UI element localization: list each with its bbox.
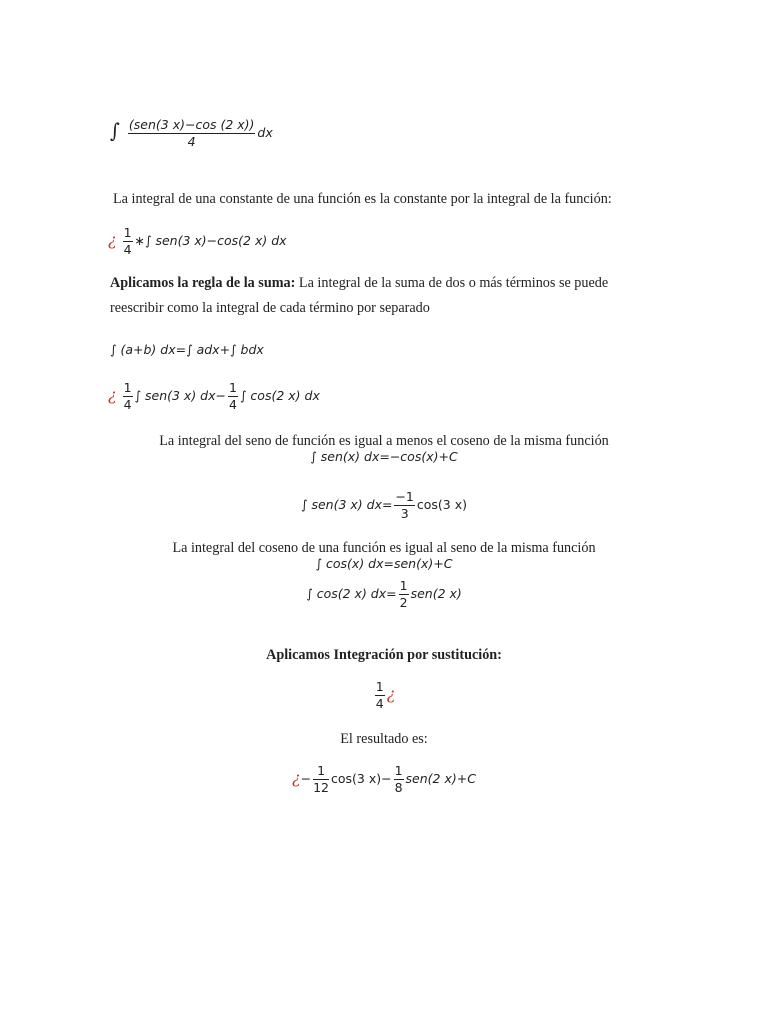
fraction: $\frac{1}{4}$	[375, 679, 384, 711]
fraction: $\frac{1}{4}$	[123, 225, 132, 257]
sum-rule-line-2: reescribir como la integral de cada término por separado	[110, 300, 430, 316]
unknown-char-mark: ¿	[292, 768, 301, 787]
fraction: $\frac{-1}{3}$	[395, 489, 414, 521]
fraction: $\frac{1}{8}$	[394, 763, 403, 795]
cosine-rule-text: La integral del coseno de una función es igual al seno de la misma función	[172, 540, 596, 556]
fraction: $\frac{1}{4}$	[123, 380, 132, 412]
sum-rule-heading: Aplicamos la regla de la suma:	[110, 275, 296, 291]
substitution-heading: Aplicamos Integración por sustitución:	[266, 647, 502, 663]
result-label: El resultado es:	[340, 731, 428, 747]
sine-rule-text: La integral del seno de función es igual a menos el coseno de la misma función	[159, 433, 609, 449]
unknown-char-mark: ¿	[108, 230, 117, 249]
fraction: $\frac{1}{12}$	[313, 763, 329, 795]
unknown-char-mark: ¿	[108, 385, 117, 404]
equation-cosine-rule: ∫ cos(x) dx=sen(x)+C	[315, 556, 453, 571]
equation-1: ∫ $\frac{\text{(sen(3 x)−cos (2 x))}}{4}$ dx	[110, 117, 273, 149]
equation-9	[0, 680, 768, 711]
constant-rule-text: La integral de una constante de una función es la constante por la integral de la función:	[113, 191, 612, 207]
unknown-char-mark: ¿	[386, 684, 396, 703]
fraction: $\frac{1}{2}$	[399, 578, 408, 610]
final-result-equation: ¿− $\frac{1}{12}$ cos(3 x)− $\frac{1}{8}$ sen(2 x)+C	[292, 763, 476, 795]
equation-sum-rule: ∫ (a+b) dx=∫ adx+∫ bdx	[110, 342, 264, 357]
equation-8: ∫ cos(2 x) dx= $\frac{1}{2}$ sen(2 x)	[306, 578, 462, 610]
fraction: $\frac{\text{(sen(3 x)−cos (2 x))}}{4}$	[128, 117, 255, 149]
equation-2: ¿ $\frac{1}{4}$ ∗∫ sen(3 x)−cos(2 x) dx	[108, 225, 287, 257]
sum-rule-line-1: Aplicamos la regla de la suma: La integral de la suma de dos o más términos se puede	[110, 275, 609, 291]
equation-4: ¿ $\frac{1}{4}$ ∫ sen(3 x) dx− $\frac{1}{4}$ ∫ cos(2 x) dx	[108, 380, 320, 412]
fraction: $\frac{1}{4}$	[228, 380, 237, 412]
equation-6: ∫ sen(3 x) dx= $\frac{-1}{3}$ cos(3 x)	[300, 489, 468, 521]
equation-sine-rule: ∫ sen(x) dx=−cos(x)+C	[310, 449, 458, 464]
integral-sign: ∫	[110, 119, 120, 143]
